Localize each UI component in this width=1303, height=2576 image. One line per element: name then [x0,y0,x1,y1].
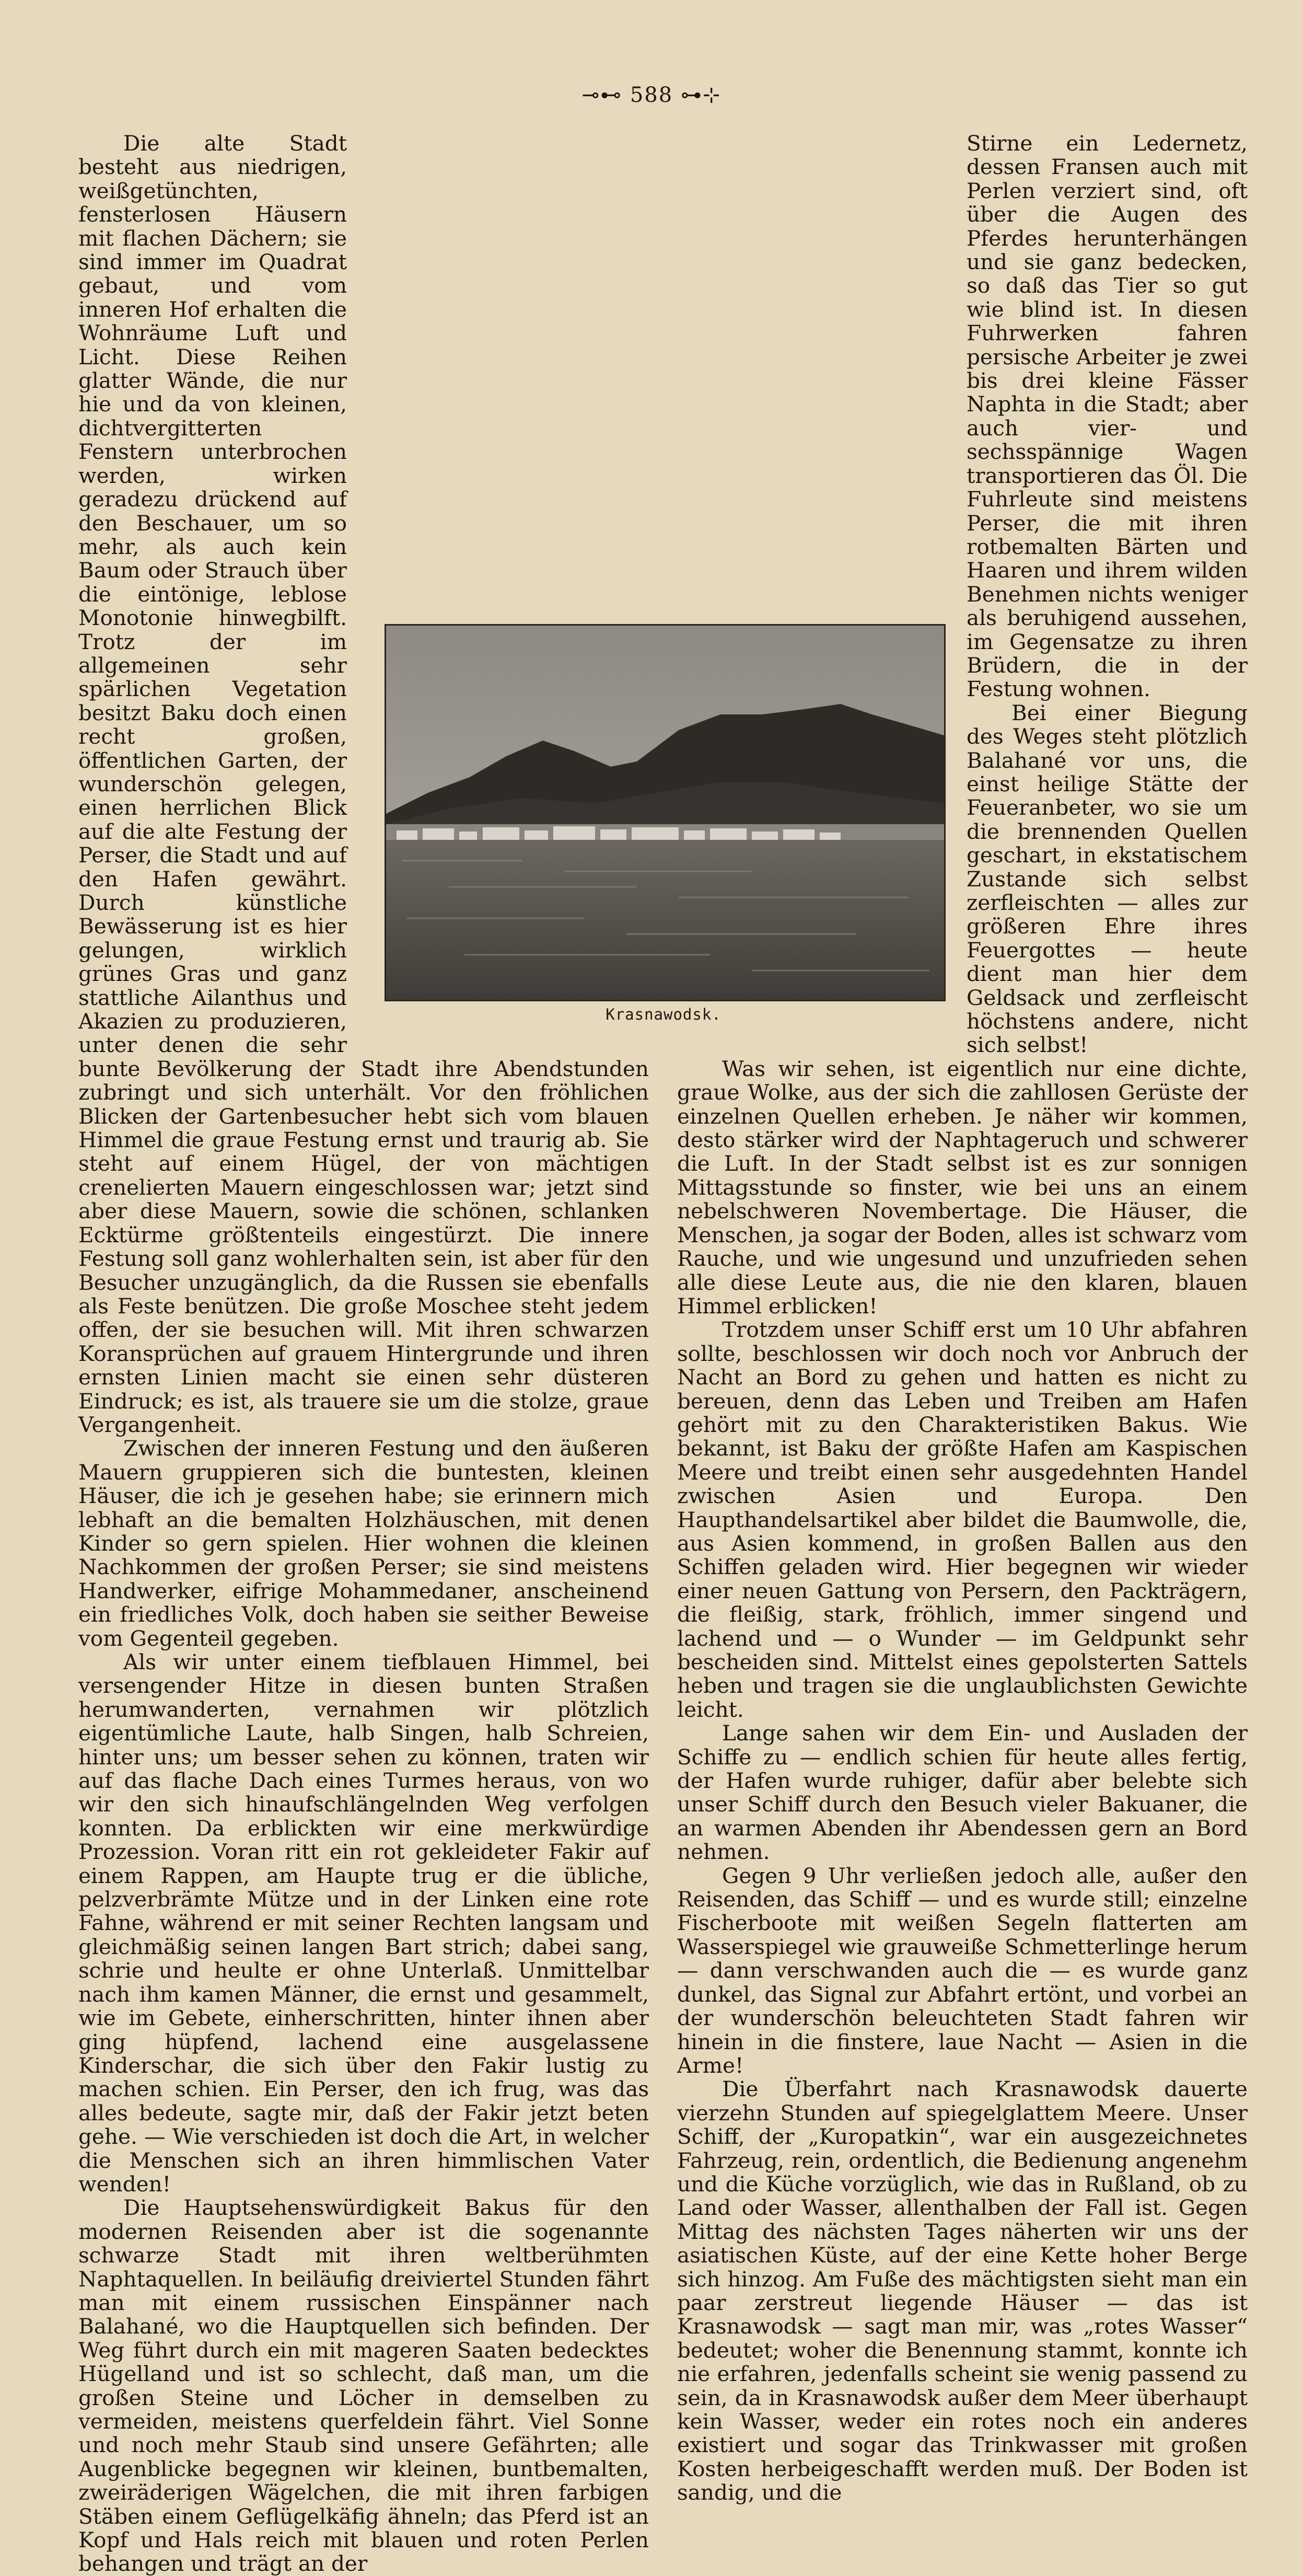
paragraph: Lange sahen wir dem Ein- und Ausladen der Schiffe zu — endlich schien für heute alles fertig, der Hafen wurde ruhiger, dafür aber belebte sich unser Schiff durch den Besuch vieler Bakuaner, die an warmen Abenden ihr Abendessen gern an Bord nehmen. [677,1720,1248,1865]
page-number [0,83,1303,108]
page-number-text: 588 [630,83,673,107]
paragraph: Gegen 9 Uhr verließen jedoch alle, außer den Reisenden, das Schiff — und es wurde still; einzelne Fischerboote mit weißen Segeln flatterten am Wasserspiegel wie grauweiße Schmetterlinge herum — dann verschwanden auch die — es wurde ganz dunkel, das Signal zur Abfahrt ertönt, und vorbei an der wunderschön beleuchteten Stadt fahren wir hinein in die finstere, laue Nacht — Asien in die Arme! [677,1863,1248,2078]
photo-caption: Krasnawodsk. [606,1006,722,1023]
right-column [677,131,1248,2505]
paragraph: Was wir sehen, ist eigentlich nur eine dichte, graue Wolke, aus der sich die zahllosen Gerüste der einzelnen Quellen erheben. Je näher wir kommen, desto stärker wird der Naphtageruch und schwerer die Luft. In der Stadt selbst ist es zur sonnigen Mittagsstunde so finster, wie bei uns an einem nebelschweren Novembertage. Die Häuser, die Menschen, ja sogar der Boden, alles ist schwarz vom Rauche, und wie ungesund und unzufrieden sehen alle diese Leute aus, die nie den klaren, blauen Himmel erblicken! [677,1056,1248,1319]
harbor-photo-drawing [386,626,944,1000]
paragraph: Trotzdem unser Schiff erst um 10 Uhr abfahren sollte, beschlossen wir doch noch vor Anbruch der Nacht an Bord zu gehen und hatten es nicht zu bereuen, denn das Leben und Treiben am Hafen gehört mit zu den Charakteristiken Bakus. Wie bekannt, ist Baku der größte Hafen am Kaspischen Meere und treibt einen sehr ausgedehnten Handel zwischen Asien und Europa. Den Haupthandelsartikel aber bildet die Baumwolle, die, aus Asien kommend, in großen Ballen aus den Schiffen geladen wird. Hier begegnen wir wieder einer neuen Gattung von Persern, den Packträgern, die fleißig, stark, fröhlich, immer singend und lachend und — o Wunder — im Geldpunkt sehr bescheiden sind. Mittelst eines gepolsterten Sattels heben und tragen sie die unglaublichsten Gewichte leicht. [677,1317,1248,1722]
left-column [78,131,649,2576]
paragraph: Stirne ein Ledernetz, dessen Fransen auch mit Perlen verziert sind, oft über die Augen des Pferdes herunterhängen und sie ganz bedecken, so daß das Tier so gut wie blind ist. In diesen Fuhrwerken fahren persische Arbeiter je zwei bis drei kleine Fässer Naphta in die Stadt; aber auch vier- und sechsspännige Wagen transportieren das Öl. Die Fuhrleute sind meistens Perser, die mit ihren rotbemalten Bärten und Haaren und ihrem wilden Benehmen nichts weniger als beruhigend aussehen, im Gegensatze zu ihren Brüdern, die in der Festung wohnen. [967,131,1248,702]
paragraph: Die Hauptsehenswürdigkeit Bakus für den modernen Reisenden aber ist die sogenannte schwarze Stadt mit ihren weltberühmten Naphtaquellen. In beiläufig dreiviertel Stunden fährt man mit einem russischen Einspänner nach Balahané, wo die Hauptquellen sich befinden. Der Weg führt durch ein mit mageren Saaten bedecktes Hügelland und ist so schlecht, daß man, um die großen Steine und Löcher in demselben zu vermeiden, meistens querfeldein fährt. Viel Sonne und noch mehr Staub sind unsere Gefährten; alle Augenblicke begegnen wir kleinen, buntbemalten, zweiräderigen Wägelchen, die mit ihren farbigen Stäben einem Geflügelkäfig ähneln; das Pferd ist an Kopf und Hals reich mit blauen und roten Perlen behangen und trägt an der [78,2195,649,2576]
paragraph: Zwischen der inneren Festung und den äußeren Mauern gruppieren sich die buntesten, kleinen Häuser, die ich je gesehen habe; sie erinnern mich lebhaft an die bemalten Holzhäuschen, mit denen Kinder so gern spielen. Hier wohnen die kleinen Nachkommen der großen Perser; sie sind meistens Handwerker, eifrige Mohammedaner, anscheinend ein friedliches Volk, doch haben sie seither Beweise vom Gegenteil gegeben. [78,1436,649,1651]
paragraph: Die Überfahrt nach Krasnawodsk dauerte vierzehn Stunden auf spiegelglattem Meere. Unser Schiff, der „Kuropatkin“, war ein ausgezeichnetes Fahrzeug, rein, ordentlich, die Bedienung angenehm und die Küche vorzüglich, wie das in Rußland, ob zu Land oder Wasser, allenthalben der Fall ist. Gegen Mittag des nächsten Tages näherten wir uns der asiatischen Küste, auf der eine Kette hoher Berge sich hinzog. Am Fuße des mächtigsten sieht man ein paar zerstreut liegende Häuser — das ist Krasnawodsk — sagt man mir, was „rotes Wasser“ bedeutet; woher die Benennung stammt, konnte ich nie erfahren, jedenfalls scheint sie wenig passend zu sein, da in Krasnawodsk außer dem Meer überhaupt kein Wasser, weder ein rotes noch ein anderes existiert und sogar das Trinkwasser mit großen Kosten herbeigeschafft werden muß. Der Boden ist sandig, und die [677,2076,1248,2505]
paragraph: Die alte Stadt besteht aus niedrigen, weißgetünchten, fensterlosen Häusern mit flachen Dächern; sie sind immer im Quadrat gebaut, und vom inneren Hof erhalten die Wohnräume Luft und Licht. Diese Reihen glatter Wände, die nur hie und da von kleinen, dichtvergitterten Fenstern unterbrochen werden, wirken geradezu drückend auf den Beschauer, um so mehr, als auch kein Baum oder Strauch über die eintönige, leblose Monotonie hinwegbilft. Trotz der im allgemeinen sehr spärlichen Vegetation besitzt Baku doch einen recht großen, öffentlichen Garten, der wunderschön gelegen, einen herrlichen Blick auf die alte Festung der Perser, die Stadt und auf den Hafen gewährt. Durch künstliche Bewässerung ist es hier gelungen, wirklich grünes Gras und ganz stattliche Ailanthus und Akazien zu produzieren, unter denen die sehr bunte Bevölkerung der Stadt ihre Abendstunden zubringt und sich unterhält. Vor den fröhlichen Blicken der Gartenbesucher hebt sich vom blauen Himmel die graue Festung ernst und traurig ab. Sie steht auf einem Hügel, der von mächtigen crenelierten Mauern eingeschlossen war; jetzt sind aber diese Mauern, sowie die schönen, schlanken Ecktürme größtenteils eingestürzt. Die innere Festung soll ganz wohlerhalten sein, ist aber für den Besucher unzugänglich, da die Russen sie ebenfalls als Feste benützen. Die große Moschee steht jedem offen, der sie besuchen will. Mit ihren schwarzen Koransprüchen auf grauem Hintergrunde und ihren ernsten Linien macht sie einen sehr düsteren Eindruck; es ist, als trauere sie um die stolze, graue Vergangenheit. [78,131,649,1437]
ornament-left: ⊸⊷ [581,83,623,107]
harbor-photo [385,624,946,1001]
paragraph: Bei einer Biegung des Weges steht plötzlich Balahané vor uns, die einst heilige Stätte der Feueranbeter, wo sie um die brennenden Quellen geschart, in ekstatischem Zustande sich selbst zerfleischten — alles zur größeren Ehre ihres Feuergottes — heute dient man hier dem Geldsack und zerfleischt höchstens andere, nicht sich selbst! [967,700,1248,1058]
paragraph: Als wir unter einem tiefblauen Himmel, bei versengender Hitze in diesen bunten Straßen herumwanderten, vernahmen wir plötzlich eigentümliche Laute, halb Singen, halb Schreien, hinter uns; um besser sehen zu können, traten wir auf das flache Dach eines Turmes heraus, von wo wir den sich hinaufschlängelnden Weg verfolgen konnten. Da erblickten wir eine merkwürdige Prozession. Voran ritt ein rot gekleideter Fakir auf einem Rappen, am Haupte trug er die übliche, pelzverbrämte Mütze und in der Linken eine rote Fahne, während er mit seiner Rechten langsam und gleichmäßig seinen langen Bart strich; dabei sang, schrie und heulte er ohne Unterlaß. Unmittelbar nach ihm kamen Männer, die ernst und gesammelt, wie im Gebete, einherschritten, hinter ihnen aber ging hüpfend, lachend eine ausgelassene Kinderschar, die sich über den Fakir lustig zu machen schien. Ein Perser, den ich frug, was das alles bedeute, sagte mir, daß der Fakir jetzt beten gehe. — Wie verschieden ist doch die Art, in welcher die Menschen sich an ihren himmlischen Vater wenden! [78,1649,649,2197]
ornament-right: ⊶⊹ [680,83,722,107]
